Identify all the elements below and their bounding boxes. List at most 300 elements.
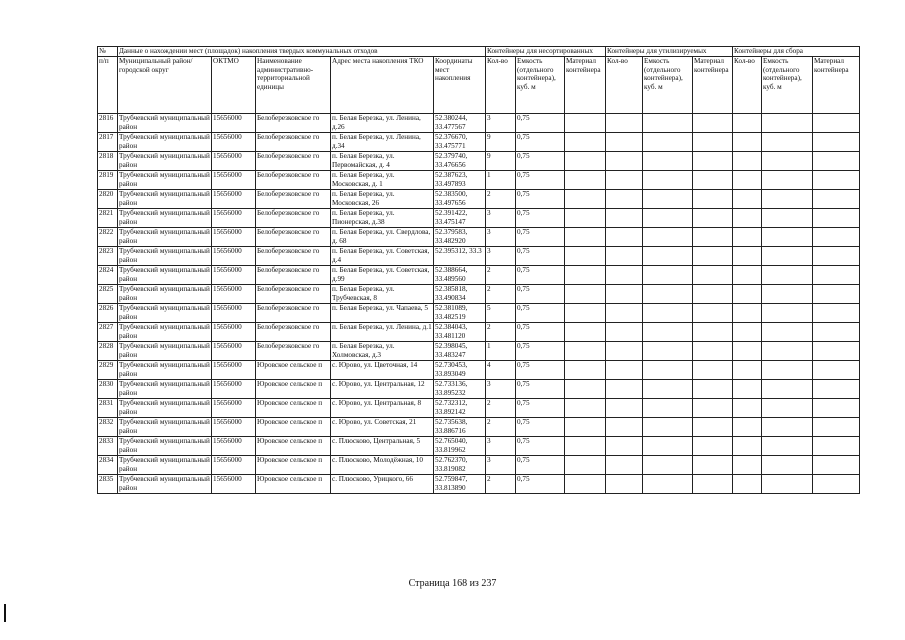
row-number: 2820	[98, 190, 118, 209]
empty-cell	[565, 361, 606, 380]
empty-cell	[565, 475, 606, 494]
header-pp: п/п	[98, 57, 118, 114]
table-row	[98, 209, 860, 228]
container-capacity-cell: 0,75	[516, 304, 565, 323]
row-number: 2827	[98, 323, 118, 342]
coords-cell: 52.385818, 33.490834	[434, 285, 486, 304]
container-capacity-cell: 0,75	[516, 361, 565, 380]
empty-cell	[643, 247, 693, 266]
empty-cell	[733, 380, 762, 399]
empty-cell	[606, 209, 643, 228]
admin-unit-cell: Белоберезковское го	[256, 209, 331, 228]
empty-cell	[693, 266, 733, 285]
district-cell: Трубчевский муниципальный район	[119, 456, 210, 473]
district-cell: Трубчевский муниципальный район	[119, 399, 210, 416]
coords-cell: 52.730453, 33.893049	[434, 361, 486, 380]
coords-cell: 52.384043, 33.481120	[434, 323, 486, 342]
oktmo-cell: 15656000	[212, 228, 256, 247]
empty-cell	[606, 323, 643, 342]
header-address: Адрес места накопления ТКО	[331, 57, 434, 114]
empty-cell	[565, 133, 606, 152]
empty-cell	[693, 171, 733, 190]
row-number: 2824	[98, 266, 118, 285]
empty-cell	[606, 228, 643, 247]
district-cell: Трубчевский муниципальный район	[119, 475, 210, 492]
empty-cell	[813, 171, 860, 190]
table-row	[98, 323, 860, 342]
empty-cell	[606, 304, 643, 323]
empty-cell	[762, 228, 813, 247]
table-row	[98, 285, 860, 304]
address-cell: п. Белая Березка, ул. Московская, 26	[331, 190, 434, 209]
empty-cell	[606, 247, 643, 266]
coords-cell: 52.388664, 33.489560	[434, 266, 486, 285]
empty-cell	[733, 342, 762, 361]
header-coords: Координаты мест накопления	[434, 57, 486, 114]
empty-cell	[733, 190, 762, 209]
header-qty-collection: Кол-во	[733, 57, 762, 114]
oktmo-cell: 15656000	[212, 304, 256, 323]
district-cell: Трубчевский муниципальный район	[119, 228, 210, 245]
empty-cell	[643, 209, 693, 228]
empty-cell	[762, 342, 813, 361]
empty-cell	[565, 266, 606, 285]
district-cell: Трубчевский муниципальный район	[119, 285, 210, 302]
table-row	[98, 247, 860, 266]
empty-cell	[643, 475, 693, 494]
empty-cell	[606, 190, 643, 209]
address-cell: с. Плюсково, Урицкого, 66	[331, 475, 434, 494]
district-cell: Трубчевский муниципальный район	[119, 247, 210, 264]
district-cell: Трубчевский муниципальный район	[119, 152, 210, 169]
empty-cell	[733, 418, 762, 437]
coords-cell: 52.379740, 33.476656	[434, 152, 486, 171]
empty-cell	[606, 437, 643, 456]
container-capacity-cell: 0,75	[516, 247, 565, 266]
empty-cell	[693, 285, 733, 304]
empty-cell	[693, 190, 733, 209]
container-capacity-cell: 0,75	[516, 133, 565, 152]
empty-cell	[762, 152, 813, 171]
admin-unit-cell: Белоберезковское го	[256, 323, 331, 342]
header-capacity-recyclable: Емкость (отдельного контейнера), куб. м	[643, 57, 693, 114]
district-cell: Трубчевский муниципальный район	[119, 171, 210, 188]
empty-cell	[693, 437, 733, 456]
empty-cell	[762, 114, 813, 133]
empty-cell	[813, 399, 860, 418]
header-material-collection: Материал контейнера	[813, 57, 860, 114]
admin-unit-cell: Белоберезковское го	[256, 133, 331, 152]
address-cell: п. Белая Березка, ул. Ленина, д.26	[331, 114, 434, 133]
empty-cell	[733, 133, 762, 152]
empty-cell	[565, 399, 606, 418]
empty-cell	[733, 399, 762, 418]
row-number: 2823	[98, 247, 118, 266]
container-qty-cell: 3	[486, 114, 516, 133]
empty-cell	[643, 361, 693, 380]
admin-unit-cell: Белоберезковское го	[256, 152, 331, 171]
empty-cell	[565, 380, 606, 399]
address-cell: с. Юрово, ул. Центральная, 8	[331, 399, 434, 418]
empty-cell	[565, 190, 606, 209]
admin-unit-cell: Белоберезковское го	[256, 190, 331, 209]
district-cell: Трубчевский муниципальный район	[119, 323, 210, 340]
empty-cell	[643, 304, 693, 323]
address-cell: п. Белая Березка, ул. Ленина, д.1	[331, 323, 434, 342]
admin-unit-cell: Белоберезковское го	[256, 304, 331, 323]
header-column-row	[98, 57, 860, 114]
table-row	[98, 133, 860, 152]
admin-unit-cell: Белоберезковское го	[256, 247, 331, 266]
empty-cell	[606, 399, 643, 418]
row-number: 2821	[98, 209, 118, 228]
oktmo-cell: 15656000	[212, 456, 256, 475]
table-row	[98, 380, 860, 399]
empty-cell	[693, 361, 733, 380]
empty-cell	[733, 114, 762, 133]
table-body	[98, 114, 860, 494]
oktmo-cell: 15656000	[212, 323, 256, 342]
oktmo-cell: 15656000	[212, 399, 256, 418]
empty-cell	[606, 456, 643, 475]
empty-cell	[693, 456, 733, 475]
container-qty-cell: 2	[486, 190, 516, 209]
coords-cell: 52.765040, 33.819962	[434, 437, 486, 456]
header-qty-recyclable: Кол-во	[606, 57, 643, 114]
empty-cell	[733, 456, 762, 475]
empty-cell	[643, 418, 693, 437]
row-number: 2831	[98, 399, 118, 418]
empty-cell	[813, 456, 860, 475]
admin-unit-cell: Белоберезковское го	[256, 171, 331, 190]
address-cell: с. Юрово, ул. Центральная, 12	[331, 380, 434, 399]
header-group-recyclable: Контейнеры для утилизируемых	[606, 47, 733, 57]
container-qty-cell: 2	[486, 475, 516, 494]
empty-cell	[565, 171, 606, 190]
empty-cell	[762, 266, 813, 285]
empty-cell	[693, 342, 733, 361]
row-number: 2826	[98, 304, 118, 323]
address-cell: п. Белая Березка, ул. Советская, д.99	[331, 266, 434, 285]
address-cell: с. Юрово, ул. Цветочная, 14	[331, 361, 434, 380]
empty-cell	[693, 475, 733, 494]
header-unit: Наименование административно-территориальной единицы	[256, 57, 331, 114]
coords-cell: 52.759847, 33.813890	[434, 475, 486, 494]
empty-cell	[813, 380, 860, 399]
oktmo-cell: 15656000	[212, 285, 256, 304]
oktmo-cell: 15656000	[212, 361, 256, 380]
header-material-recyclable: Материал контейнера	[693, 57, 733, 114]
table-row	[98, 114, 860, 133]
header-qty-unsorted: Кол-во	[486, 57, 516, 114]
empty-cell	[565, 456, 606, 475]
container-qty-cell: 3	[486, 247, 516, 266]
empty-cell	[606, 418, 643, 437]
coords-cell: 52.381089, 33.482519	[434, 304, 486, 323]
container-capacity-cell: 0,75	[516, 456, 565, 475]
oktmo-cell: 15656000	[212, 209, 256, 228]
row-number: 2833	[98, 437, 118, 456]
empty-cell	[733, 209, 762, 228]
container-capacity-cell: 0,75	[516, 475, 565, 494]
waste-sites-table	[97, 46, 860, 494]
container-capacity-cell: 0,75	[516, 266, 565, 285]
empty-cell	[733, 266, 762, 285]
empty-cell	[643, 342, 693, 361]
coords-cell: 52.387623, 33.497893	[434, 171, 486, 190]
admin-unit-cell: Юровское сельское п	[256, 456, 331, 475]
container-capacity-cell: 0,75	[516, 399, 565, 418]
empty-cell	[813, 247, 860, 266]
table-row	[98, 361, 860, 380]
table-row	[98, 152, 860, 171]
container-capacity-cell: 0,75	[516, 228, 565, 247]
header-capacity-unsorted: Емкость (отдельного контейнера), куб. м	[516, 57, 565, 114]
empty-cell	[565, 323, 606, 342]
empty-cell	[606, 285, 643, 304]
empty-cell	[606, 152, 643, 171]
empty-cell	[733, 285, 762, 304]
district-cell: Трубчевский муниципальный район	[119, 380, 210, 397]
admin-unit-cell: Юровское сельское п	[256, 475, 331, 494]
header-group-unsorted: Контейнеры для несортированных	[486, 47, 606, 57]
empty-cell	[643, 399, 693, 418]
empty-cell	[762, 399, 813, 418]
header-district: Муниципальный район/городской округ	[118, 57, 212, 114]
empty-cell	[643, 114, 693, 133]
empty-cell	[762, 456, 813, 475]
table-row	[98, 437, 860, 456]
empty-cell	[762, 437, 813, 456]
empty-cell	[693, 380, 733, 399]
coords-cell: 52.732312, 33.892142	[434, 399, 486, 418]
empty-cell	[813, 475, 860, 494]
empty-cell	[813, 342, 860, 361]
coords-cell: 52.383500, 33.497656	[434, 190, 486, 209]
oktmo-cell: 15656000	[212, 152, 256, 171]
admin-unit-cell: Юровское сельское п	[256, 399, 331, 418]
empty-cell	[762, 323, 813, 342]
coords-cell: 52.733136, 33.895232	[434, 380, 486, 399]
container-capacity-cell: 0,75	[516, 152, 565, 171]
empty-cell	[643, 133, 693, 152]
table-row	[98, 475, 860, 494]
container-qty-cell: 9	[486, 133, 516, 152]
table-row	[98, 399, 860, 418]
empty-cell	[565, 285, 606, 304]
empty-cell	[565, 418, 606, 437]
empty-cell	[606, 342, 643, 361]
empty-cell	[762, 475, 813, 494]
address-cell: п. Белая Березка, ул. Свердлова, д. 68	[331, 228, 434, 247]
row-number: 2828	[98, 342, 118, 361]
empty-cell	[762, 304, 813, 323]
coords-cell: 52.379583, 33.482920	[434, 228, 486, 247]
oktmo-cell: 15656000	[212, 114, 256, 133]
district-cell: Трубчевский муниципальный район	[119, 190, 210, 207]
oktmo-cell: 15656000	[212, 190, 256, 209]
row-number: 2832	[98, 418, 118, 437]
empty-cell	[733, 323, 762, 342]
container-qty-cell: 5	[486, 304, 516, 323]
admin-unit-cell: Юровское сельское п	[256, 437, 331, 456]
empty-cell	[643, 228, 693, 247]
admin-unit-cell: Юровское сельское п	[256, 361, 331, 380]
empty-cell	[813, 114, 860, 133]
container-qty-cell: 3	[486, 456, 516, 475]
empty-cell	[565, 437, 606, 456]
container-qty-cell: 2	[486, 399, 516, 418]
empty-cell	[762, 133, 813, 152]
empty-cell	[733, 247, 762, 266]
row-number: 2816	[98, 114, 118, 133]
empty-cell	[813, 437, 860, 456]
district-cell: Трубчевский муниципальный район	[119, 304, 210, 321]
oktmo-cell: 15656000	[212, 133, 256, 152]
registry-sheet	[97, 46, 860, 494]
empty-cell	[813, 209, 860, 228]
row-number: 2829	[98, 361, 118, 380]
empty-cell	[693, 247, 733, 266]
empty-cell	[813, 152, 860, 171]
empty-cell	[565, 304, 606, 323]
container-qty-cell: 2	[486, 285, 516, 304]
district-cell: Трубчевский муниципальный район	[119, 266, 210, 283]
address-cell: с. Плюсково, Центральная, 5	[331, 437, 434, 456]
oktmo-cell: 15656000	[212, 342, 256, 361]
empty-cell	[762, 361, 813, 380]
empty-cell	[643, 437, 693, 456]
empty-cell	[813, 133, 860, 152]
empty-cell	[606, 171, 643, 190]
row-number: 2819	[98, 171, 118, 190]
coords-cell: 52.398045, 33.483247	[434, 342, 486, 361]
empty-cell	[606, 380, 643, 399]
coords-cell: 52.735638, 33.886716	[434, 418, 486, 437]
empty-cell	[733, 171, 762, 190]
admin-unit-cell: Белоберезковское го	[256, 342, 331, 361]
admin-unit-cell: Белоберезковское го	[256, 266, 331, 285]
address-cell: п. Белая Березка, ул. Чапаева, 5	[331, 304, 434, 323]
empty-cell	[693, 228, 733, 247]
empty-cell	[762, 171, 813, 190]
empty-cell	[813, 190, 860, 209]
empty-cell	[643, 380, 693, 399]
container-capacity-cell: 0,75	[516, 380, 565, 399]
container-qty-cell: 3	[486, 228, 516, 247]
coords-cell: 52.380244, 33.477567	[434, 114, 486, 133]
container-capacity-cell: 0,75	[516, 342, 565, 361]
address-cell: п. Белая Березка, ул. Пионерская, д.38	[331, 209, 434, 228]
table-row	[98, 171, 860, 190]
empty-cell	[813, 228, 860, 247]
empty-cell	[762, 285, 813, 304]
oktmo-cell: 15656000	[212, 475, 256, 494]
empty-cell	[733, 475, 762, 494]
header-oktmo: ОКТМО	[212, 57, 256, 114]
district-cell: Трубчевский муниципальный район	[119, 361, 210, 378]
container-qty-cell: 3	[486, 437, 516, 456]
address-cell: с. Юрово, ул. Советская, 21	[331, 418, 434, 437]
row-number: 2822	[98, 228, 118, 247]
header-capacity-collection: Емкость (отдельного контейнера), куб. м	[762, 57, 813, 114]
coords-cell: 52.762370, 33.819082	[434, 456, 486, 475]
admin-unit-cell: Белоберезковское го	[256, 285, 331, 304]
oktmo-cell: 15656000	[212, 171, 256, 190]
address-cell: п. Белая Березка, ул. Московская, д. 1	[331, 171, 434, 190]
empty-cell	[813, 304, 860, 323]
district-cell: Трубчевский муниципальный район	[119, 342, 210, 359]
header-group-row	[98, 47, 860, 57]
empty-cell	[693, 133, 733, 152]
header-group-collection: Контейнеры для сбора	[733, 47, 860, 57]
empty-cell	[643, 323, 693, 342]
address-cell: п. Белая Березка, ул. Первомайская, д. 4	[331, 152, 434, 171]
oktmo-cell: 15656000	[212, 266, 256, 285]
container-capacity-cell: 0,75	[516, 114, 565, 133]
empty-cell	[606, 133, 643, 152]
container-qty-cell: 1	[486, 342, 516, 361]
row-number: 2825	[98, 285, 118, 304]
empty-cell	[565, 114, 606, 133]
coords-cell: 52.376670, 33.475771	[434, 133, 486, 152]
empty-cell	[565, 228, 606, 247]
empty-cell	[606, 114, 643, 133]
district-cell: Трубчевский муниципальный район	[119, 437, 210, 454]
address-cell: п. Белая Березка, ул. Холмовская, д.3	[331, 342, 434, 361]
container-capacity-cell: 0,75	[516, 285, 565, 304]
empty-cell	[693, 209, 733, 228]
coords-cell: 52.391422, 33.475147	[434, 209, 486, 228]
coords-cell: 52.395312, 33.3	[434, 247, 486, 266]
header-material-unsorted: Материал контейнера	[565, 57, 606, 114]
table-row	[98, 456, 860, 475]
container-capacity-cell: 0,75	[516, 209, 565, 228]
container-qty-cell: 2	[486, 266, 516, 285]
container-capacity-cell: 0,75	[516, 437, 565, 456]
header-group-site-data: Данные о нахождении мест (площадок) накопления твердых коммунальных отходов	[118, 47, 486, 57]
empty-cell	[693, 304, 733, 323]
admin-unit-cell: Юровское сельское п	[256, 380, 331, 399]
empty-cell	[733, 228, 762, 247]
container-capacity-cell: 0,75	[516, 323, 565, 342]
empty-cell	[565, 209, 606, 228]
oktmo-cell: 15656000	[212, 418, 256, 437]
container-capacity-cell: 0,75	[516, 171, 565, 190]
scan-edge-mark	[4, 604, 6, 622]
oktmo-cell: 15656000	[212, 380, 256, 399]
container-qty-cell: 2	[486, 323, 516, 342]
empty-cell	[762, 418, 813, 437]
empty-cell	[733, 361, 762, 380]
address-cell: п. Белая Березка, ул. Трубчевская, 8	[331, 285, 434, 304]
container-capacity-cell: 0,75	[516, 190, 565, 209]
container-qty-cell: 9	[486, 152, 516, 171]
container-qty-cell: 3	[486, 209, 516, 228]
district-cell: Трубчевский муниципальный район	[119, 418, 210, 435]
empty-cell	[643, 456, 693, 475]
admin-unit-cell: Белоберезковское го	[256, 228, 331, 247]
admin-unit-cell: Юровское сельское п	[256, 418, 331, 437]
district-cell: Трубчевский муниципальный район	[119, 114, 210, 131]
empty-cell	[643, 285, 693, 304]
container-qty-cell: 2	[486, 418, 516, 437]
empty-cell	[762, 380, 813, 399]
empty-cell	[762, 190, 813, 209]
empty-cell	[813, 323, 860, 342]
district-cell: Трубчевский муниципальный район	[119, 209, 210, 226]
container-qty-cell: 3	[486, 380, 516, 399]
